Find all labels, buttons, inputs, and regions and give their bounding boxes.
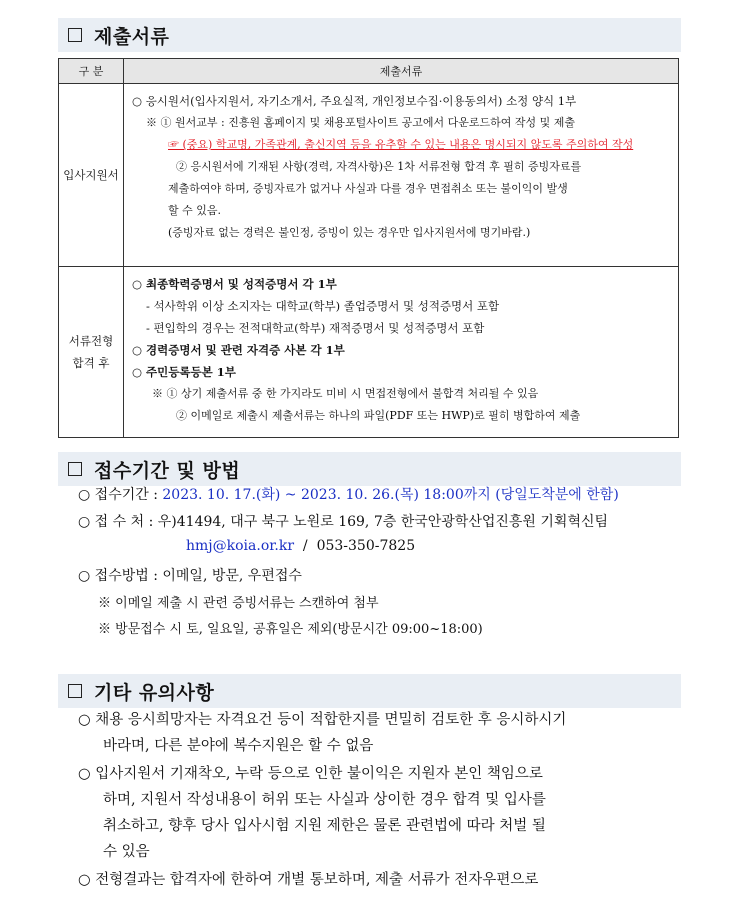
list-item: ○ 경력증명서 및 관련 자격증 사본 각 1부 — [132, 343, 345, 357]
section-title: 기타 유의사항 — [94, 681, 215, 704]
note-item: 수 있음 — [103, 844, 150, 860]
row-label-application: 입사지원서 — [59, 84, 124, 267]
column-header-category: 구 분 — [59, 59, 124, 84]
section-header-docs — [58, 18, 681, 52]
list-item: ※ ① 원서교부 : 진흥원 홈페이지 및 채용포털사이트 공고에서 다운로드하여 작성 및 제출 — [146, 116, 575, 129]
row-label-after-screening — [59, 267, 124, 438]
table-header-row — [59, 59, 679, 84]
method-note: ※ 방문접수 시 토, 일요일, 공휴일은 제외(방문시간 09:00~18:00) — [98, 622, 483, 637]
list-item: ② 응시원서에 기재된 사항(경력, 자격사항)은 1차 서류전형 합격 후 필히 증빙자료를 — [176, 160, 582, 173]
list-item: ○ 응시원서(입사지원서, 자기소개서, 주요실적, 개인정보수집·이용동의서) 소정 양식 1부 — [132, 94, 577, 108]
important-note: ☞ (중요) 학교명, 가족관계, 출신지역 등을 유추할 수 있는 내용은 명시되지 않도록 주의하여 작성 — [168, 138, 634, 151]
place-value: 우)41494, 대구 북구 노원로 169, 7층 한국안광학산업진흥원 기획혁신팀 — [157, 514, 609, 530]
column-header-docs: 제출서류 — [124, 59, 679, 84]
row-label-line: 합격 후 — [72, 356, 110, 370]
contact-email[interactable]: hmj@koia.or.kr — [186, 538, 295, 554]
receipt-label: ○ 접수기간 : — [78, 487, 163, 503]
contact-separator: / — [294, 538, 317, 554]
checkbox-square-icon — [68, 684, 82, 698]
method-note: ※ 이메일 제출 시 관련 증빙서류는 스캔하여 첨부 — [98, 596, 379, 611]
section-title: 제출서류 — [94, 25, 170, 48]
receipt-period — [78, 484, 619, 504]
note-item: ○ 입사지원서 기재착오, 누락 등으로 인한 불이익은 지원자 본인 책임으로 — [78, 766, 543, 782]
list-item: 할 수 있음. — [168, 204, 221, 217]
list-item: ② 이메일로 제출시 제출서류는 하나의 파일(PDF 또는 HWP)로 필히 병합하여 제출 — [176, 409, 581, 422]
note-item: 바라며, 다른 분야에 복수지원은 할 수 없음 — [103, 738, 374, 754]
contact-phone: 053-350-7825 — [316, 538, 416, 554]
receipt-value: 2023. 10. 17.(화) ~ 2023. 10. 26.(목) 18:00까지 (당일도착분에 한함) — [162, 487, 619, 503]
contact-line — [186, 538, 415, 554]
list-item: 제출하여야 하며, 증빙자료가 없거나 사실과 다를 경우 면접취소 또는 불이익이 발생 — [168, 182, 568, 195]
table-row — [59, 267, 679, 438]
note-item: 취소하고, 향후 당사 입사시험 지원 제한은 물론 관련법에 따라 처벌 될 — [103, 818, 546, 834]
list-item: ※ ① 상기 제출서류 중 한 가지라도 미비 시 면접전형에서 불합격 처리될 수 있음 — [152, 387, 539, 400]
documents-table — [58, 58, 679, 438]
receipt-place — [78, 511, 608, 531]
note-item: 하며, 지원서 작성내용이 허위 또는 사실과 상이한 경우 합격 및 입사를 — [103, 792, 546, 808]
receipt-method: ○ 접수방법 : 이메일, 방문, 우편접수 — [78, 568, 302, 584]
section-title: 접수기간 및 방법 — [94, 459, 241, 482]
checkbox-square-icon — [68, 462, 82, 476]
list-item: - 편입학의 경우는 전적대학교(학부) 재적증명서 및 성적증명서 포함 — [146, 321, 485, 335]
section-header-notes — [58, 674, 681, 708]
list-item: ○ 주민등록등본 1부 — [132, 365, 236, 379]
list-item: (증빙자료 없는 경력은 불인정, 증빙이 있는 경우만 입사지원서에 명기바람.) — [168, 226, 531, 239]
row-label-line: 서류전형 — [68, 334, 114, 348]
checkbox-square-icon — [68, 28, 82, 42]
note-item: ○ 채용 응시희망자는 자격요건 등이 적합한지를 면밀히 검토한 후 응시하시기 — [78, 712, 567, 728]
row-content-after-screening — [124, 267, 679, 438]
place-label: ○ 접 수 처 : — [78, 514, 158, 530]
list-item: - 석사학위 이상 소지자는 대학교(학부) 졸업증명서 및 성적증명서 포함 — [146, 299, 500, 313]
list-item: ○ 최종학력증명서 및 성적증명서 각 1부 — [132, 277, 337, 291]
section-header-period — [58, 452, 681, 486]
row-content-application — [124, 84, 679, 267]
table-row — [59, 84, 679, 267]
note-item: ○ 전형결과는 합격자에 한하여 개별 통보하며, 제출 서류가 전자우편으로 — [78, 872, 539, 888]
